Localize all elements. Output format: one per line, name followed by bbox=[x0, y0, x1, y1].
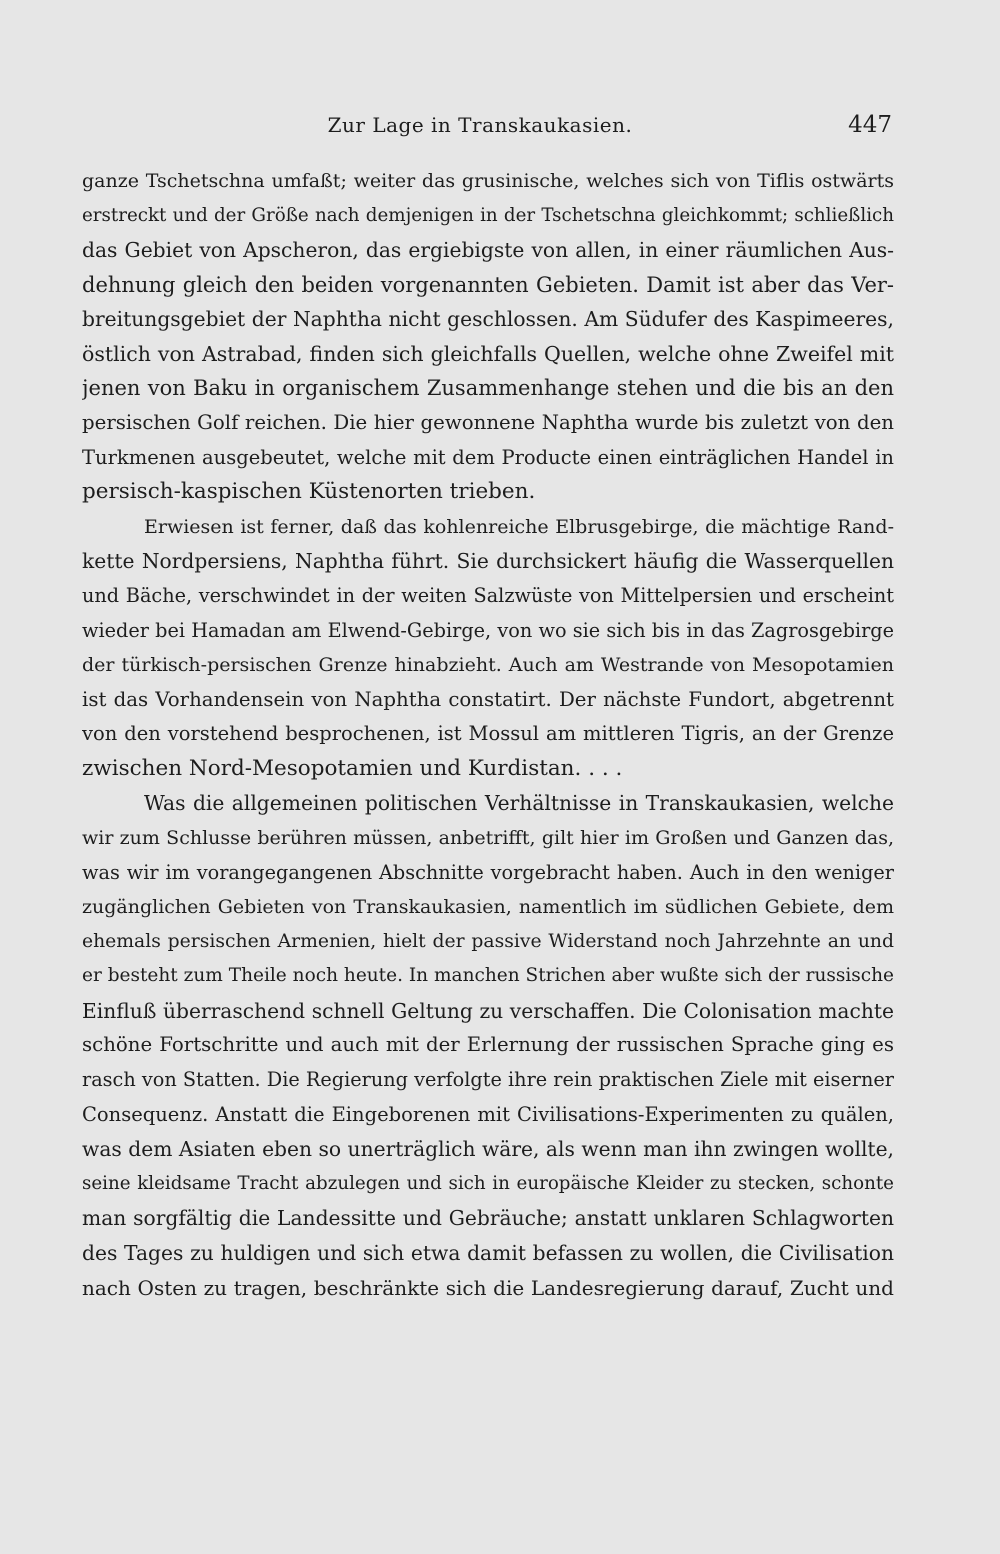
text-line: östlich von Astrabad, finden sich gleichfalls Quellen, welche ohne Zweifel mit bbox=[82, 341, 894, 366]
text-line: des Tages zu huldigen und sich etwa damit befassen zu wollen, die Civilisation bbox=[82, 1240, 894, 1265]
text-line: von den vorstehend besprochenen, ist Mossul am mittleren Tigris, an der Grenze bbox=[82, 722, 894, 746]
text-line: dehnung gleich den beiden vorgenannten Gebieten. Damit ist aber das Ver- bbox=[82, 272, 894, 297]
text-line: ganze Tschetschna umfaßt; weiter das grusinische, welches sich von Tiflis ostwärts bbox=[82, 170, 894, 192]
text-line: wieder bei Hamadan am Elwend-Gebirge, von wo sie sich bis in das Zagrosgebirge bbox=[82, 618, 894, 642]
text-line: Erwiesen ist ferner, daß das kohlenreiche Elbrusgebirge, die mächtige Rand- bbox=[144, 515, 894, 538]
text-line: Consequenz. Anstatt die Eingeborenen mit Civilisations-Experimenten zu quälen, bbox=[82, 1102, 894, 1126]
text-line: jenen von Baku in organischem Zusammenhange stehen und die bis an den bbox=[82, 376, 894, 401]
text-line: Einfluß überraschend schnell Geltung zu verschaffen. Die Colonisation machte bbox=[82, 998, 894, 1023]
text-line: was wir im vorangegangenen Abschnitte vorgebracht haben. Auch in den weniger bbox=[82, 860, 894, 884]
text-line: das Gebiet von Apscheron, das ergiebigste von allen, in einer räumlichen Aus- bbox=[82, 238, 894, 263]
text-line: zugänglichen Gebieten von Transkaukasien, namentlich im südlichen Gebiete, dem bbox=[82, 896, 894, 919]
text-line: rasch von Statten. Die Regierung verfolgte ihre rein praktischen Ziele mit eiserner bbox=[82, 1068, 894, 1092]
text-line: was dem Asiaten eben so unerträglich wäre, als wenn man ihn zwingen wollte, bbox=[82, 1137, 894, 1162]
text-line: ist das Vorhandensein von Naphtha constatirt. Der nächste Fundort, abgetrennt bbox=[82, 687, 894, 711]
text-line: ehemals persischen Armenien, hielt der passive Widerstand noch Jahrzehnte an und bbox=[82, 930, 894, 952]
text-line: man sorgfältig die Landessitte und Gebräuche; anstatt unklaren Schlagworten bbox=[82, 1206, 894, 1231]
text-line: Was die allgemeinen politischen Verhältnisse in Transkaukasien, welche bbox=[144, 791, 894, 816]
text-line: persisch-kaspischen Küstenorten trieben. bbox=[82, 479, 536, 505]
text-line: erstreckt und der Größe nach demjenigen in der Tschetschna gleichkommt; schließlich bbox=[82, 204, 894, 226]
text-line: wir zum Schlusse berühren müssen, anbetrifft, gilt hier im Großen und Ganzen das, bbox=[82, 826, 894, 849]
body-text bbox=[82, 164, 894, 1305]
text-line: zwischen Nord-Mesopotamien und Kurdistan. . . . bbox=[82, 755, 623, 781]
running-title: Zur Lage in Transkaukasien. bbox=[327, 113, 633, 137]
text-line: breitungsgebiet der Naphtha nicht geschlossen. Am Südufer des Kaspimeeres, bbox=[82, 307, 894, 332]
text-line: er besteht zum Theile noch heute. In manchen Strichen aber wußte sich der russische bbox=[82, 965, 894, 987]
text-line: nach Osten zu tragen, beschränkte sich die Landesregierung darauf, Zucht und bbox=[82, 1275, 894, 1300]
running-head bbox=[0, 108, 1000, 142]
text-line: schöne Fortschritte und auch mit der Erlernung der russischen Sprache ging es bbox=[82, 1033, 894, 1057]
text-line: persischen Golf reichen. Die hier gewonnene Naphtha wurde bis zuletzt von den bbox=[82, 411, 894, 435]
text-line: der türkisch-persischen Grenze hinabzieht. Auch am Westrande von Mesopotamien bbox=[82, 654, 894, 677]
text-line: seine kleidsame Tracht abzulegen und sich in europäische Kleider zu stecken, schonte bbox=[82, 1172, 894, 1194]
text-line: und Bäche, verschwindet in der weiten Salzwüste von Mittelpersien und erscheint bbox=[82, 583, 894, 607]
text-line: Turkmenen ausgebeutet, welche mit dem Producte einen einträglichen Handel in bbox=[82, 445, 894, 469]
text-line: kette Nordpersiens, Naphtha führt. Sie durchsickert häufig die Wasserquellen bbox=[82, 549, 894, 574]
page-number: 447 bbox=[848, 112, 892, 138]
